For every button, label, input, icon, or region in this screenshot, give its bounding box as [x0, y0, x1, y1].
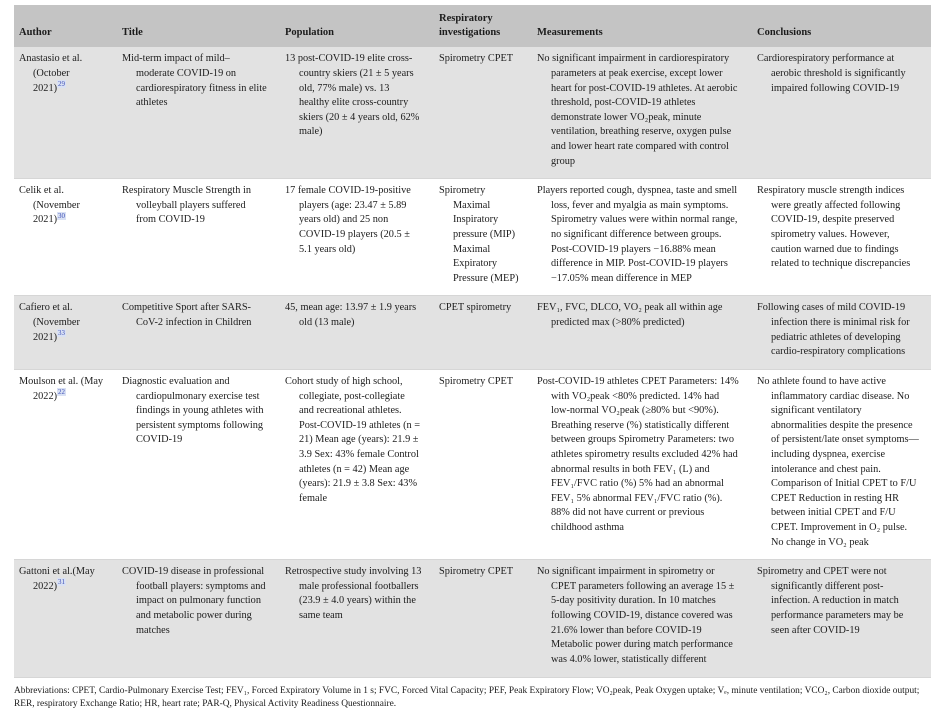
cell-measurements-text: Players reported cough, dyspnea, taste and smell loss, fever and myalgia as main symptoms. Spirometry values were within normal range, no significant difference between groups. Post-COVID-19 players −16.88% mean difference in MIP. Post-COVID-19 players −17.05% mean difference in MEP — [537, 185, 738, 284]
cell-respiratory-investigations-text: Spirometry CPET — [439, 375, 514, 387]
cell-author-text: Cafiero et al. (November 2021)$^{33}$ — [19, 302, 80, 343]
cell-measurements — [532, 369, 752, 559]
citation-reference-link[interactable]: 30 — [58, 212, 66, 221]
citation-reference-link[interactable]: 29 — [58, 80, 66, 89]
cell-title-text: COVID-19 disease in professional football players: symptoms and impact on pulmonary function and metabolic power during matches — [122, 566, 266, 636]
column-header-conclusions: Conclusions — [752, 5, 931, 47]
cell-conclusions-text: Spirometry and CPET were not significantly different post-infection. A reduction in match performance parameters may be seen after COVID-19 — [757, 566, 904, 636]
cell-population-text: 13 post-COVID-19 elite cross-country skiers (21 ± 5 years old, 77% male) vs. 13 healthy elite cross-country skiers (20 ± 4 years old, 62% male) — [285, 53, 420, 138]
cell-conclusions-text: Cardiorespiratory performance at aerobic threshold is significantly impaired following COVID-19 — [757, 53, 906, 94]
cell-title-text: Competitive Sport after SARS-CoV-2 infection in Children — [122, 302, 252, 329]
cell-measurements-text: FEV₁, FVC, DLCO, VO₂ peak all within age predicted max (>80% predicted) — [537, 302, 723, 329]
citation-reference-link[interactable]: 31 — [58, 578, 66, 587]
cell-title — [117, 369, 280, 559]
cell-population — [280, 179, 434, 296]
cell-population-text: Cohort study of high school, collegiate, post-collegiate and recreational athletes. Post-COVID-19 athletes (n = 21) Mean age (years): 21.9 ± 3.9 Sex: 43% female Control athletes (n = 42) Mean age (years): 21.9 ± 3.8 Sex: 43% female — [285, 375, 421, 504]
cell-author — [14, 179, 117, 296]
cell-author-text: Celik et al. (November 2021)$^{30}$ — [19, 185, 80, 226]
table-header-row — [14, 5, 931, 47]
cell-title — [117, 47, 280, 178]
study-row — [14, 369, 931, 559]
cell-respiratory-investigations — [434, 47, 532, 178]
cell-title — [117, 560, 280, 677]
studies-table — [14, 5, 931, 678]
cell-conclusions-text: No athlete found to have active inflammatory cardiac disease. No significant ventilatory abnormalities despite the presence of persistent/late onset symptoms—including dyspnea, exercise intolerance and chest pain. Comparison of Initial CPET to F/U CPET Reduction in resting HR between initial CPET and F/U CPET. Improvement in O₂ pulse. No change in VO₂ peak — [757, 375, 919, 548]
cell-population-text: Retrospective study involving 13 male professional footballers (23.9 ± 4.0 years) within the same team — [285, 566, 422, 622]
cell-measurements-text: Post-COVID-19 athletes CPET Parameters: 14% with VO₂peak <80% predicted. 14% had low-normal VO₂peak (≥80% but <90%). Breathing reserve (%) statistically different between groups Spirometry Parameters: two athletes spirometry results excluded 42% had abnormal results in both FEV₁ (L) and FEV₁/FVC ratio (%) 5% had an abnormal FEV₁ 5% abnormal FEV₁/FVC ratio (%). 88% did not have current or previous childhood asthma — [537, 375, 739, 534]
cell-respiratory-investigations — [434, 296, 532, 369]
column-header-measurements: Measurements — [532, 5, 752, 47]
cell-conclusions — [752, 369, 931, 559]
cell-respiratory-investigations — [434, 369, 532, 559]
cell-population — [280, 560, 434, 677]
cell-conclusions-text: Following cases of mild COVID-19 infection there is minimal risk for pediatric athletes of developing cardio-respiratory complications — [757, 302, 910, 358]
study-row — [14, 47, 931, 178]
cell-author-text: Anastasio et al. (October 2021)$^{29}$ — [19, 53, 83, 94]
cell-conclusions — [752, 560, 931, 677]
cell-title-text: Respiratory Muscle Strength in volleyball players suffered from COVID-19 — [122, 185, 251, 226]
cell-title — [117, 179, 280, 296]
cell-title — [117, 296, 280, 369]
cell-measurements — [532, 296, 752, 369]
cell-respiratory-investigations-text: Spirometry Maximal Inspiratory pressure (MIP) Maximal Expiratory Pressure (MEP) — [439, 185, 519, 284]
cell-title-text: Diagnostic evaluation and cardiopulmonary exercise test findings in young athletes with persistent symptoms following COVID-19 — [122, 375, 264, 446]
cell-measurements — [532, 47, 752, 178]
cell-author — [14, 369, 117, 559]
cell-population-text: 17 female COVID-19-positive players (age: 23.47 ± 5.89 years old) and 25 non COVID-19 players (20.5 ± 5.1 years old) — [285, 185, 411, 255]
cell-respiratory-investigations-text: CPET spirometry — [439, 302, 512, 314]
cell-conclusions — [752, 179, 931, 296]
study-row — [14, 296, 931, 369]
cell-population — [280, 369, 434, 559]
cell-author-text: Gattoni et al.(May 2022)$^{31}$ — [19, 566, 95, 592]
cell-respiratory-investigations — [434, 560, 532, 677]
study-row — [14, 179, 931, 296]
cell-author — [14, 560, 117, 677]
cell-conclusions-text: Respiratory muscle strength indices were greatly affected following COVID-19, despite preserved spirometry values. However, caution warned due to findings related to technique discrepancies — [757, 185, 911, 270]
cell-measurements-text: No significant impairment in spirometry or CPET parameters following an average 15 ± 5-day positivity duration. In 10 matches following COVID-19, distance covered was 21.6% lower than before COVID-19 Metabolic power during match performance was 4.0% lower, statistically different — [537, 566, 735, 665]
cell-measurements — [532, 179, 752, 296]
citation-reference-link[interactable]: 22 — [58, 388, 66, 397]
cell-population — [280, 47, 434, 178]
cell-conclusions — [752, 296, 931, 369]
cell-author-text: Moulson et al. (May 2022)$^{22}$ — [19, 375, 104, 402]
column-header-author: Author — [14, 5, 117, 47]
cell-conclusions — [752, 47, 931, 178]
cell-author — [14, 296, 117, 369]
cell-population — [280, 296, 434, 369]
cell-population-text: 45, mean age: 13.97 ± 1.9 years old (13 male) — [285, 302, 417, 329]
column-header-title: Title — [117, 5, 280, 47]
cell-author — [14, 47, 117, 178]
cell-respiratory-investigations-text: Spirometry CPET — [439, 53, 514, 65]
cell-respiratory-investigations-text: Spirometry CPET — [439, 566, 514, 578]
study-row — [14, 560, 931, 677]
column-header-population: Population — [280, 5, 434, 47]
table-body — [14, 47, 931, 677]
abbreviations-footnote: Abbreviations: CPET, Cardio-Pulmonary Exercise Test; FEV₁, Forced Expiratory Volume in 1 s; FVC, Forced Vital Capacity; PEF, Peak Expiratory Flow; VO₂peak, Peak Oxygen uptake; Vₑ, minute ventilation; VCO₂, Carbon dioxide output; RER, respiratory Exchange Ratio; HR, heart rate; PAR-Q, Physical Activity Readiness Questionnaire. — [14, 685, 920, 709]
column-header-respiratory: Respiratory investigations — [434, 5, 532, 47]
citation-reference-link[interactable]: 33 — [58, 329, 66, 338]
cell-measurements — [532, 560, 752, 677]
cell-respiratory-investigations — [434, 179, 532, 296]
cell-measurements-text: No significant impairment in cardiorespiratory parameters at peak exercise, except lower heart for post-COVID-19 athletes. At aerobic threshold, post-COVID-19 athletes demonstrate lower VO₂peak, minute ventilation, breathing reserve, oxygen pulse and lower heart rate compared with control group — [537, 53, 738, 167]
cell-title-text: Mid-term impact of mild–moderate COVID-19 on cardiorespiratory fitness in elite athletes — [122, 53, 267, 109]
